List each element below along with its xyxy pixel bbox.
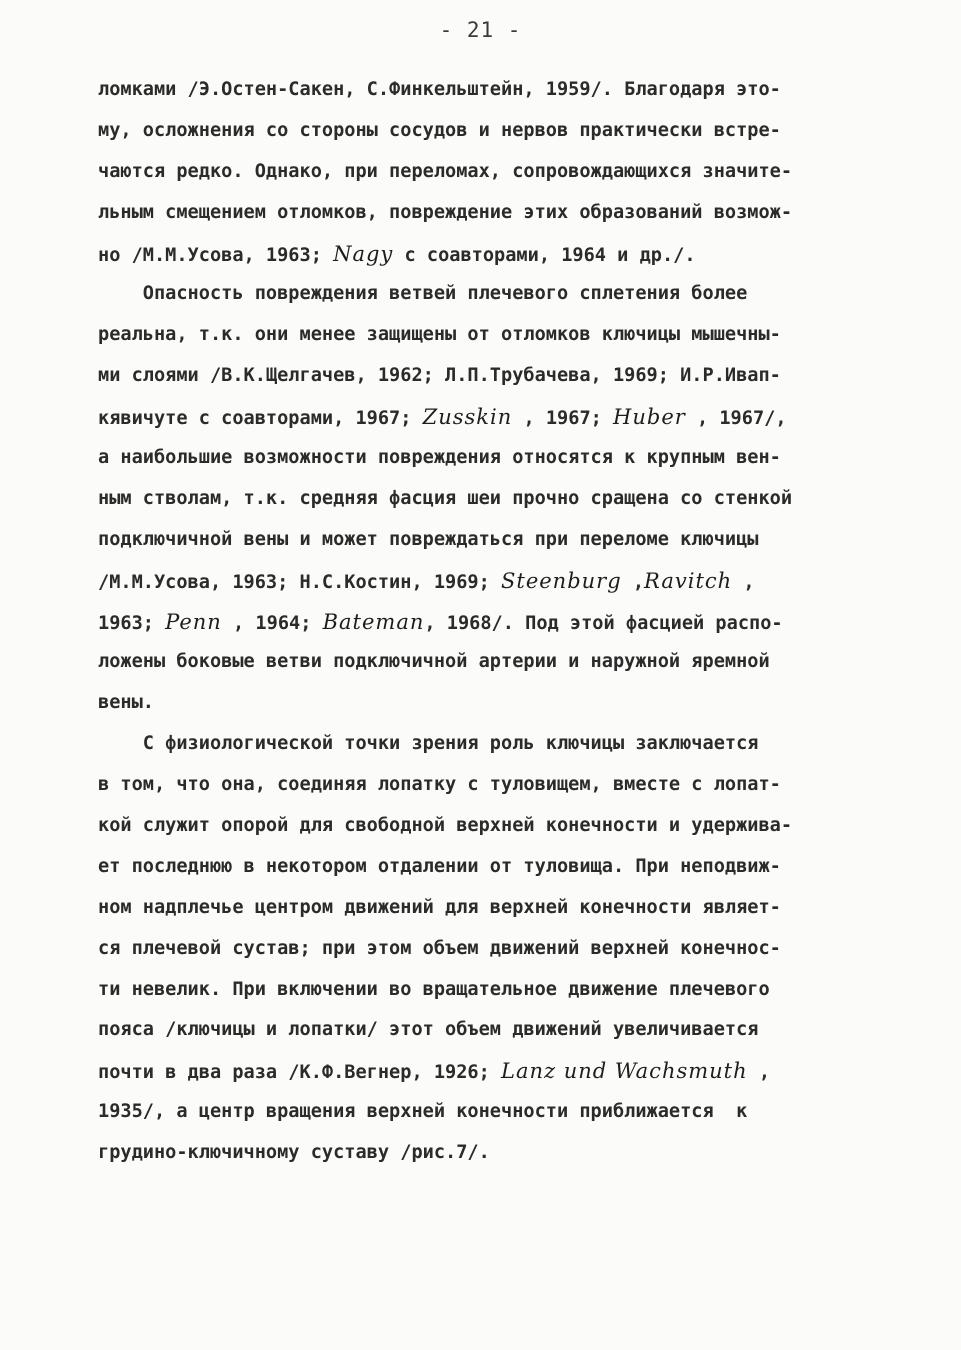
text-line <box>98 561 878 602</box>
text-line <box>98 724 878 765</box>
typed-text: ти невелик. При включении во вращательное движение плечевого <box>98 978 770 1000</box>
typed-text: ми слоями /В.К.Щелгачев, 1962; Л.П.Трубачева, 1969; И.Р.Ивап- <box>98 365 781 387</box>
typed-text: 1935/, а центр вращения верхней конечности приближается к <box>98 1101 748 1123</box>
typed-text: а наибольшие возможности повреждения относятся к крупным вен- <box>98 447 781 469</box>
text-line <box>98 70 878 111</box>
text-line <box>98 397 878 438</box>
text-line <box>98 1133 878 1174</box>
typed-text: ным стволам, т.к. средняя фасция шеи прочно сращена со стенкой <box>98 487 793 509</box>
text-line <box>98 438 878 479</box>
handwritten-name: Ravitch <box>644 568 733 593</box>
typed-text: , 1967; <box>512 408 614 430</box>
typed-text: , 1967/, <box>685 408 787 430</box>
handwritten-name: Nagy <box>333 241 394 266</box>
typed-text: ся плечевой сустав; при этом объем движений верхней конечнос- <box>98 937 781 959</box>
handwritten-name: Zusskin <box>422 405 513 430</box>
typed-text: , <box>732 571 755 593</box>
typed-text: льным смещением отломков, повреждение этих образований возмож- <box>98 201 793 223</box>
text-line <box>98 1010 878 1051</box>
typed-text: /М.М.Усова, 1963; Н.С.Костин, 1969; <box>98 571 501 593</box>
handwritten-name: Penn <box>165 609 222 634</box>
typed-text: почти в два раза /К.Ф.Вегнер, 1926; <box>98 1062 501 1084</box>
text-line <box>98 683 878 724</box>
typed-text: кявичуте с соавторами, 1967; <box>98 408 423 430</box>
typed-text: в том, что она, соединяя лопатку с туловищем, вместе с лопат- <box>98 774 781 796</box>
typed-text: , 1968/. Под этой фасцией распо- <box>424 612 783 634</box>
text-line <box>98 929 878 970</box>
text-line <box>98 1051 878 1092</box>
page-number: - 21 - <box>439 18 522 42</box>
handwritten-name: Lanz und Wachsmuth <box>501 1059 748 1084</box>
typed-text: 1963; <box>98 612 166 634</box>
typed-text: пояса /ключицы и лопатки/ этот объем движений увеличивается <box>98 1019 759 1041</box>
text-line <box>98 152 878 193</box>
handwritten-name: Steenburg <box>501 568 622 593</box>
typed-text: , 1964; <box>221 612 323 634</box>
text-line <box>98 274 878 315</box>
typed-text: , <box>621 571 645 593</box>
text-line <box>98 602 878 643</box>
typed-text: реальна, т.к. они менее защищены от отломков ключицы мышечны- <box>98 324 781 346</box>
typed-text: грудино-ключичному суставу /рис.7/. <box>98 1142 490 1164</box>
handwritten-name: Huber <box>613 405 686 430</box>
text-line <box>98 888 878 929</box>
text-line <box>98 479 878 520</box>
text-line <box>98 970 878 1011</box>
text-line <box>98 847 878 888</box>
typed-text: но /М.М.Усова, 1963; <box>98 244 334 266</box>
typed-text: ложены боковые ветви подключичной артерии и наружной яремной <box>98 651 770 673</box>
typed-text: , <box>747 1062 771 1084</box>
typed-text: с соавторами, 1964 и др./. <box>393 244 696 266</box>
body-text <box>98 70 878 1174</box>
typed-text: Опасность повреждения ветвей плечевого сплетения более <box>98 283 748 305</box>
typed-text: кой служит опорой для свободной верхней конечности и удержива- <box>98 815 793 837</box>
text-line <box>98 356 878 397</box>
text-line <box>98 520 878 561</box>
text-line <box>98 315 878 356</box>
text-line <box>98 1092 878 1133</box>
typed-text: му, осложнения со стороны сосудов и нервов практически встре- <box>98 119 781 141</box>
text-line <box>98 642 878 683</box>
typed-text: подключичной вены и может повреждаться при переломе ключицы <box>98 528 759 550</box>
text-line <box>98 193 878 234</box>
typed-text: ломками /Э.Остен-Сакен, С.Финкельштейн, 1959/. Благодаря это- <box>98 79 781 100</box>
text-line <box>98 765 878 806</box>
text-line <box>98 111 878 152</box>
typed-text: чаются редко. Однако, при переломах, сопровождающихся значите- <box>98 160 793 182</box>
typed-text: ном надплечье центром движений для верхней конечности являет- <box>98 896 781 918</box>
typed-text: С физиологической точки зрения роль ключицы заключается <box>98 733 759 755</box>
text-line <box>98 806 878 847</box>
typed-text: вены. <box>98 692 154 714</box>
text-line <box>98 234 878 275</box>
handwritten-name: Bateman <box>322 609 425 634</box>
typed-text: ет последнюю в некотором отдалении от туловища. При неподвиж- <box>98 855 781 877</box>
